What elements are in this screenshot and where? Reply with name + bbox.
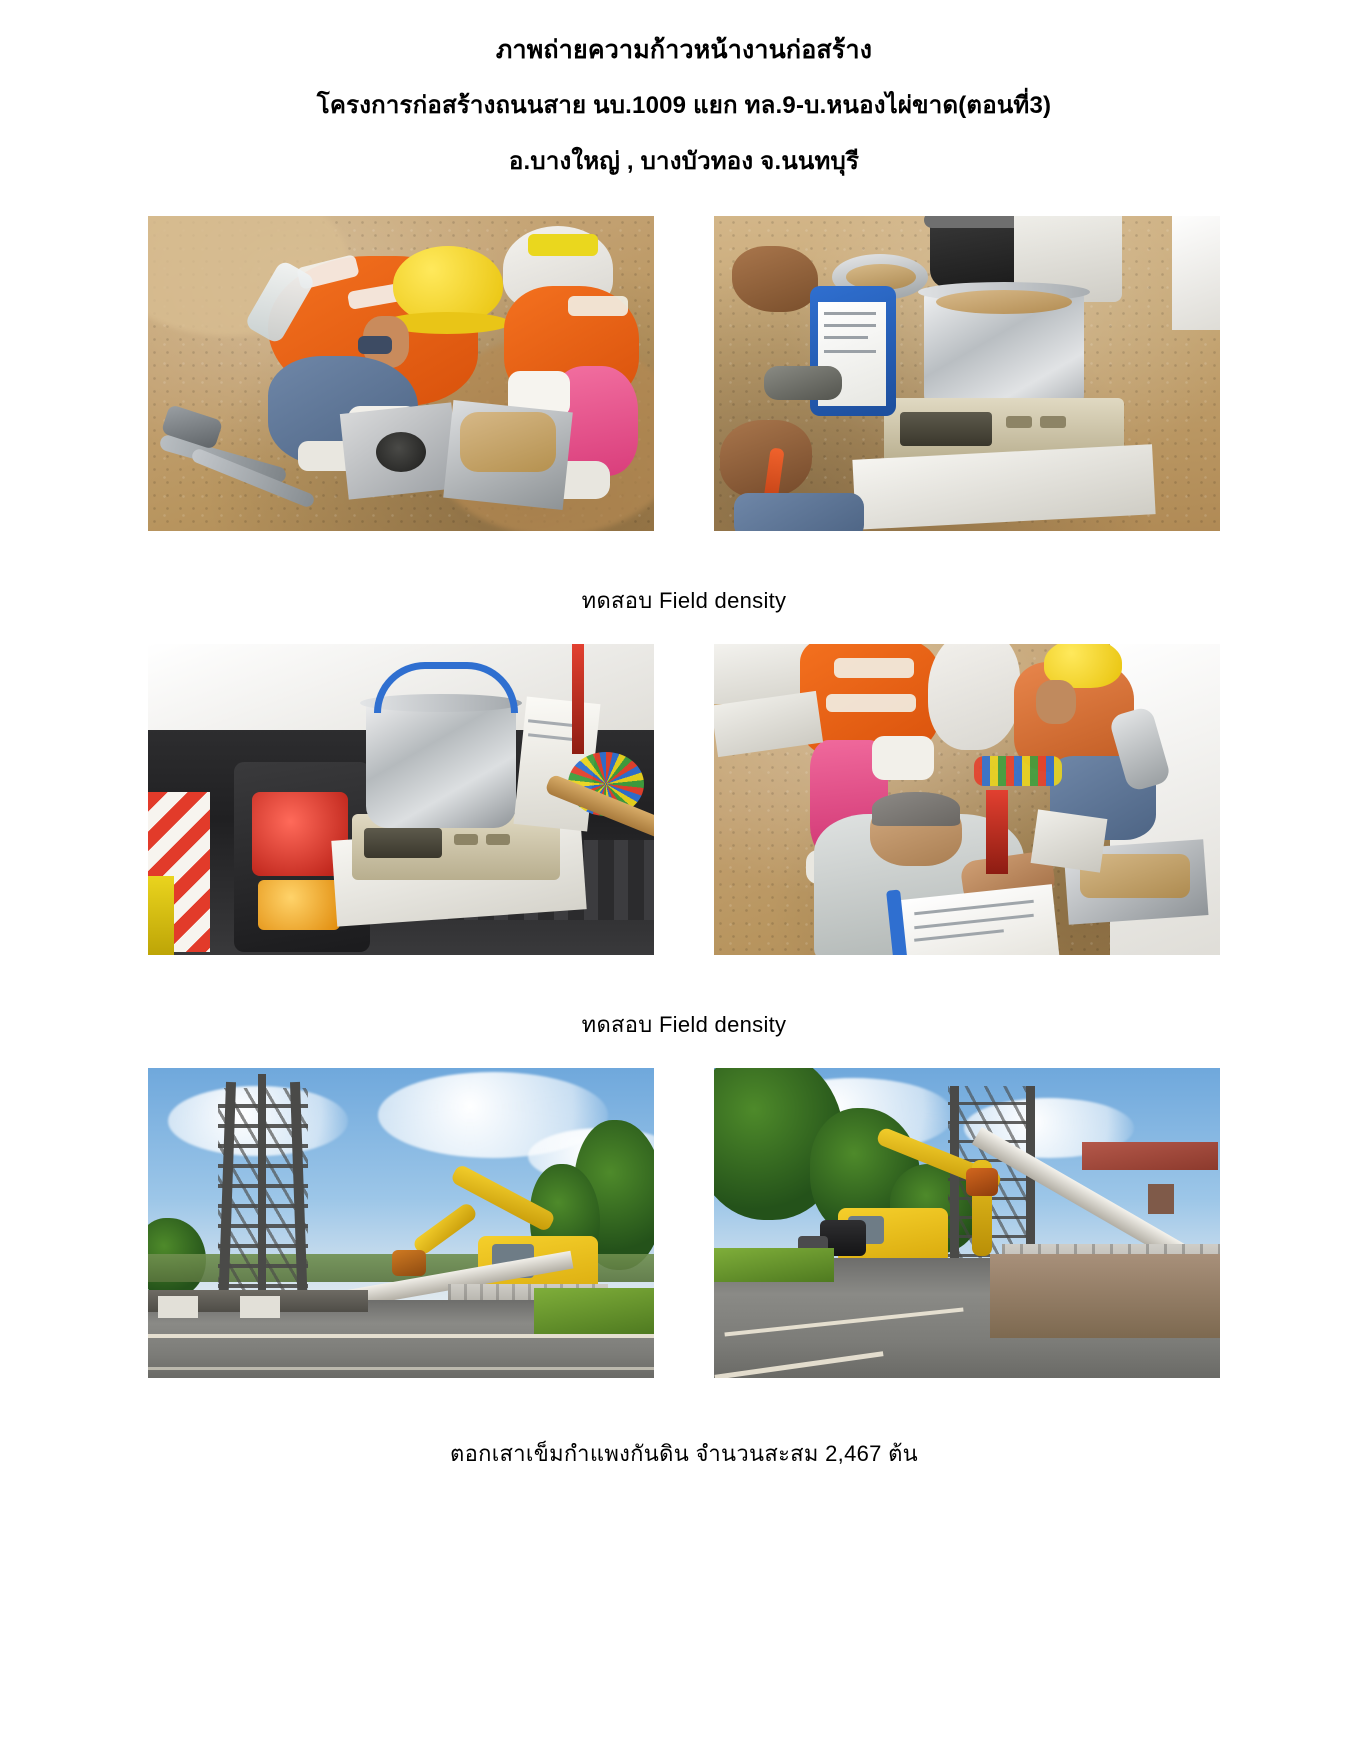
yellow-post: [148, 876, 174, 955]
photo-field-density-weighing: [714, 216, 1220, 531]
vest-reflective-stripe: [568, 296, 628, 316]
pile-rig-bracing: [218, 1088, 308, 1310]
bucket-sand: [936, 290, 1072, 314]
hood-band: [528, 234, 598, 256]
scale-button: [1006, 416, 1032, 428]
document-header: [0, 22, 1368, 190]
scale-display: [900, 412, 992, 446]
photo-pile-driving-left: [148, 1068, 654, 1378]
kerb-marker: [240, 1296, 280, 1318]
glove: [872, 736, 934, 780]
steel-bucket: [366, 700, 516, 828]
paper-line: [824, 324, 876, 327]
paper-bag: [1031, 809, 1108, 872]
photo-field-density-digging: [148, 216, 654, 531]
hand: [732, 246, 818, 312]
test-hole: [376, 432, 426, 472]
roadside-grass: [714, 1248, 834, 1282]
dirt-shoulder: [990, 1254, 1220, 1338]
sun-hood: [928, 644, 1020, 750]
vest-reflective-stripe: [834, 658, 914, 678]
road-edge-line: [148, 1367, 654, 1370]
worker2-face: [1036, 680, 1076, 724]
page-title-line-1: ภาพถ่ายความก้าวหน้างานก่อสร้าง: [495, 36, 873, 64]
paper-line: [824, 312, 876, 315]
scale-button: [1040, 416, 1066, 428]
photo-block-2-caption: ทดสอบ Field density: [581, 1012, 787, 1037]
photo-row-2: [0, 644, 1368, 955]
paper-line: [824, 336, 868, 339]
red-rod: [572, 644, 584, 754]
colored-cables: [974, 756, 1062, 786]
photo-block-3: [0, 1068, 1368, 1471]
excavator-bucket: [966, 1168, 998, 1196]
photo-row-1: [0, 216, 1368, 531]
pile-rig-leg: [950, 1086, 959, 1268]
photo-workers-recording: [714, 644, 1220, 955]
scale-display: [364, 828, 442, 858]
photo-scale-on-truck-bed: [148, 644, 654, 955]
photo-block-2: [0, 644, 1368, 1042]
photo-block-1-caption: ทดสอบ Field density: [581, 588, 787, 613]
photo-pile-driving-right: [714, 1068, 1220, 1378]
vest-reflective-stripe: [826, 694, 916, 712]
paper-line: [824, 350, 876, 353]
house-roof: [1082, 1142, 1218, 1170]
excavator-bucket: [392, 1250, 426, 1276]
scale-button: [454, 834, 478, 845]
turn-signal-light: [258, 880, 340, 930]
page-title-line-2: โครงการก่อสร้างถนนสาย นบ.1009 แยก ทล.9-บ.หนองไผ่ขาด(ตอนที่3): [316, 92, 1052, 119]
scale-button: [486, 834, 510, 845]
sand-cone-tube: [986, 790, 1008, 874]
jeans: [734, 493, 864, 531]
house-window: [1148, 1184, 1174, 1214]
photo-block-3-caption: ตอกเสาเข็มกำแพงกันดิน จำนวนสะสม 2,467 ต้น: [449, 1441, 919, 1466]
kerb-marker: [158, 1296, 198, 1318]
photo-block-1: [0, 216, 1368, 618]
shoe: [764, 366, 842, 400]
tray-sand: [460, 412, 556, 472]
roadside-grass: [534, 1288, 654, 1334]
face-mask: [358, 336, 392, 354]
photo-row-3: [0, 1068, 1368, 1378]
page-title-line-3: อ.บางใหญ่ , บางบัวทอง จ.นนทบุรี: [508, 148, 860, 175]
engineer-hair: [872, 792, 960, 826]
road-center-line: [148, 1334, 654, 1338]
plastic-sheet: [1172, 216, 1220, 330]
